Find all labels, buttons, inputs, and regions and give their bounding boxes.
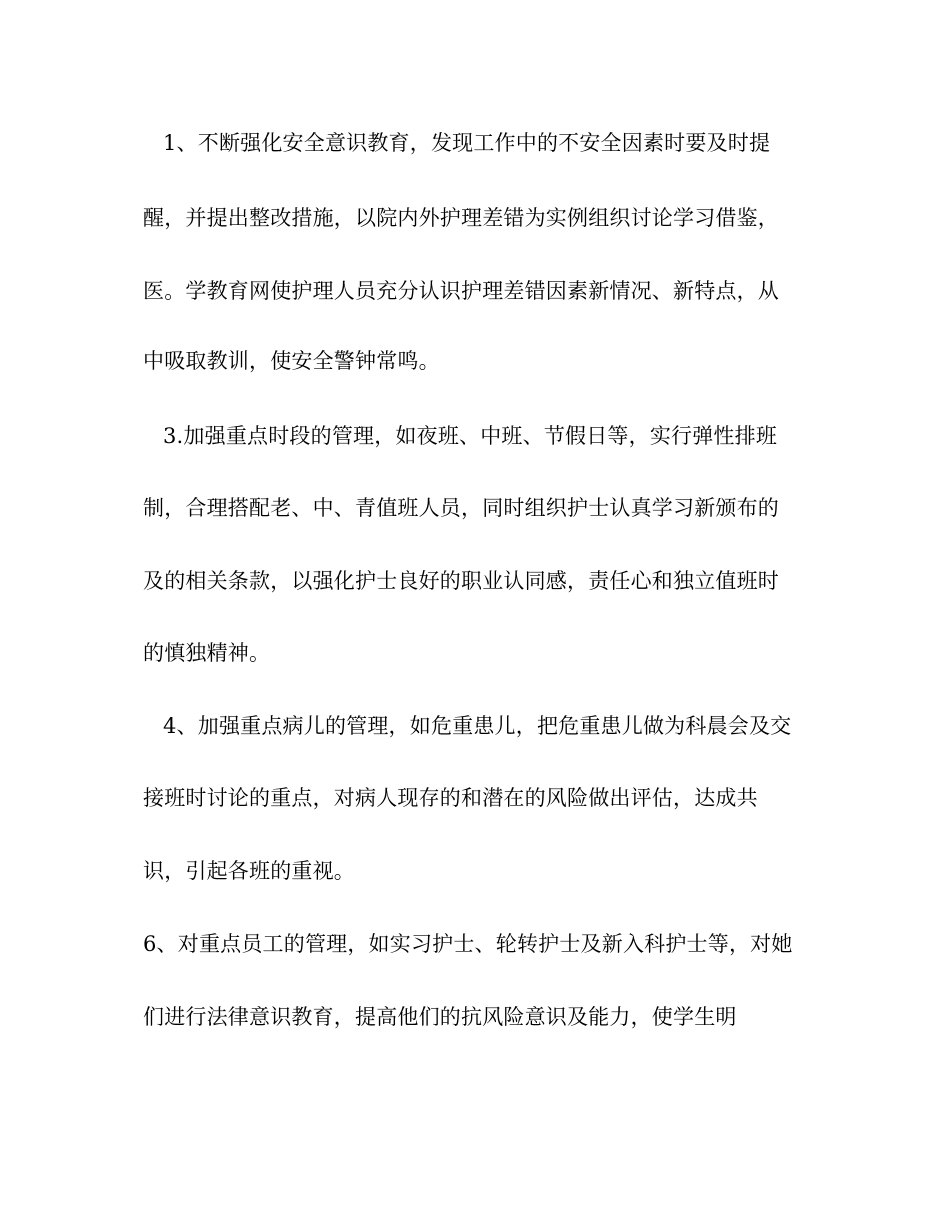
paragraph-2-line-3: 及的相关条款，以强化护士良好的职业认同感，责任心和独立值班时 (143, 569, 779, 593)
paragraph-1-line-3: 医。学教育网使护理人员充分认识护理差错因素新情况、新特点，从 (143, 279, 779, 303)
paragraph-2-line-2: 制，合理搭配老、中、青值班人员，同时组织护士认真学习新颁布的 (143, 496, 779, 520)
paragraph-2-line-1: 3.加强重点时段的管理，如夜班、中班、节假日等，实行弹性排班 (163, 424, 778, 448)
paragraph-3-line-3: 识，引起各班的重视。 (143, 859, 355, 883)
paragraph-4-line-1: 6、对重点员工的管理，如实习护士、轮转护士及新入科护士等，对她 (143, 932, 793, 956)
paragraph-1-line-4: 中吸取教训，使安全警钟常鸣。 (143, 349, 440, 373)
paragraph-1-line-1: 1、不断强化安全意识教育，发现工作中的不安全因素时要及时提 (163, 131, 771, 155)
paragraph-4-line-2: 们进行法律意识教育，提高他们的抗风险意识及能力，使学生明 (143, 1005, 737, 1029)
paragraph-3-line-2: 接班时讨论的重点，对病人现存的和潜在的风险做出评估，达成共 (143, 786, 758, 810)
paragraph-2-line-4: 的慎独精神。 (143, 641, 271, 665)
paragraph-1-line-2: 醒，并提出整改措施，以院内外护理差错为实例组织讨论学习借鉴， (143, 206, 779, 230)
paragraph-3-line-1: 4、加强重点病儿的管理，如危重患儿，把危重患儿做为科晨会及交 (163, 714, 792, 738)
